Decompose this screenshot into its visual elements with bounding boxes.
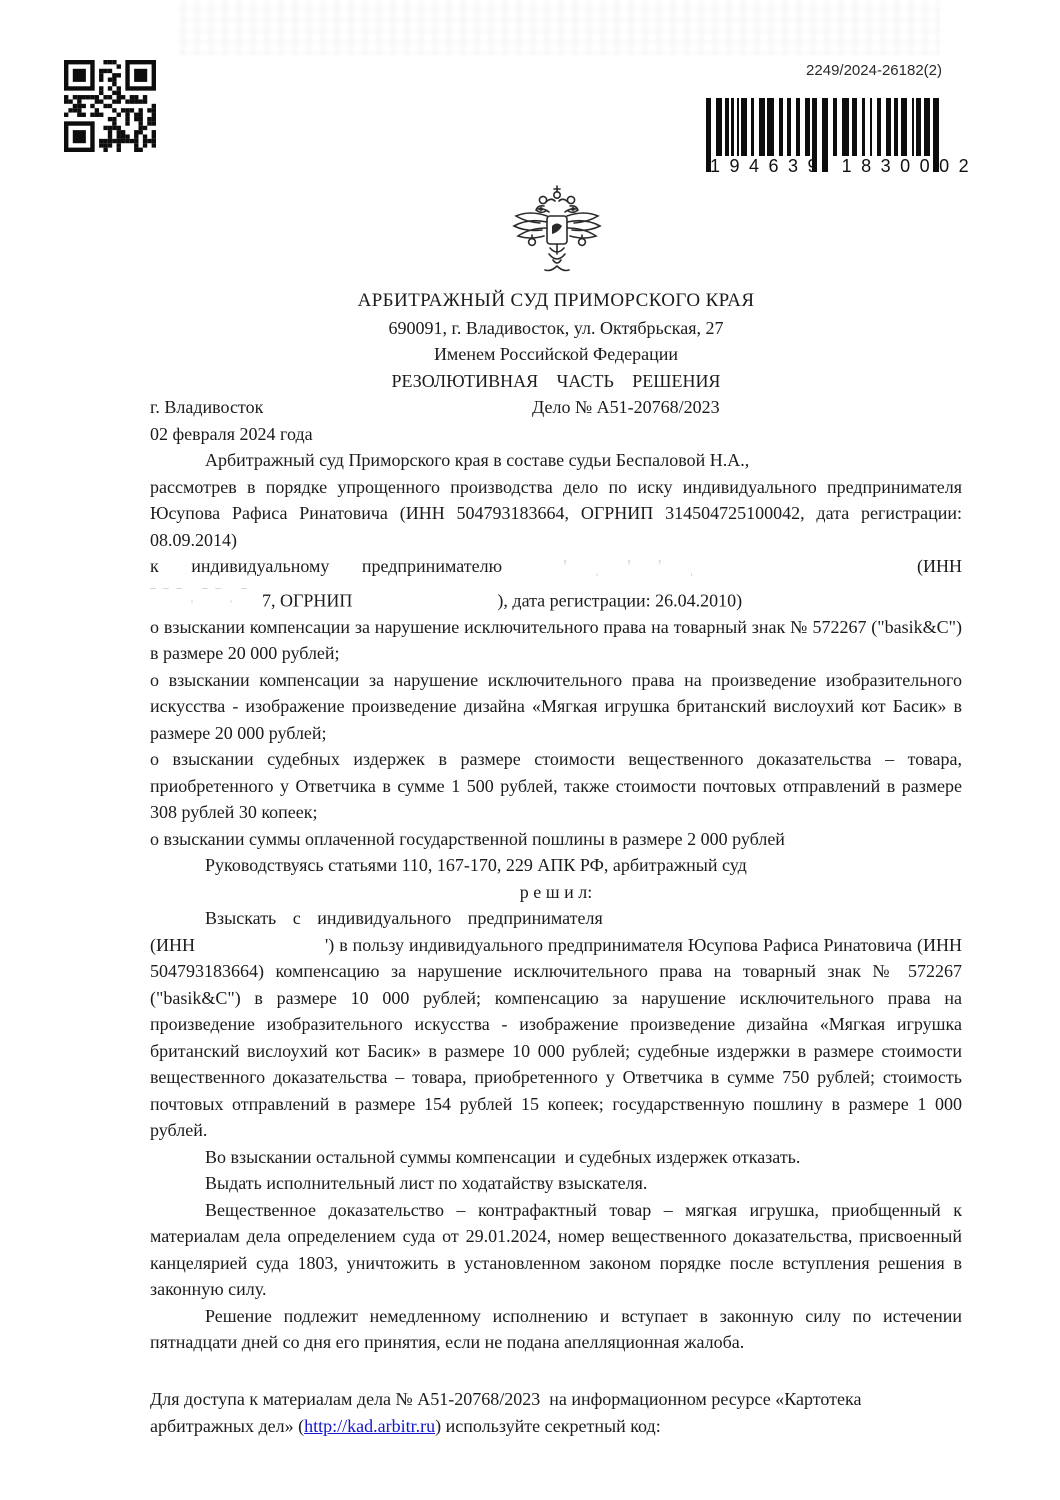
- paragraph-recover-from: Взыскать с индивидуального предпринимателя: [205, 908, 603, 928]
- resolved-heading: р е ш и л:: [519, 881, 593, 902]
- city-label: г. Владивосток: [150, 397, 264, 417]
- award-inn-label: (ИНН: [150, 934, 195, 955]
- paragraph-evidence-destroy: Вещественное доказательство – контрафактный товар – мягкая игрушка, приобщенный к материалам дела определением суда от 29.01.2024, номер вещественного доказательства, присвоенный канцелярией суда 1803, уничтожить в установленном законом порядке после вступления решения в законную силу.: [150, 1199, 962, 1299]
- redacted-name-residue: [502, 553, 917, 580]
- paragraph-claim-duty: о взыскании суммы оплаченной государственной пошлины в размере 2 000 рублей: [150, 828, 785, 849]
- coat-of-arms-icon: [502, 182, 612, 284]
- court-address: 690091, г. Владивосток, ул. Октябрьская, 27: [388, 317, 724, 338]
- case-number: Дело № А51-20768/2023: [532, 397, 720, 417]
- paragraph-guided-by: Руководствуясь статьями 110, 167-170, 229 АПК РФ, арбитражный суд: [205, 855, 747, 875]
- paragraph-claim-artwork: о взыскании компенсации за нарушение исключительного права на произведение изобразительного искусства - изображение произведение дизайна «Мягкая игрушка британский вислоухий кот Басик» в размере 20 000 рублей;: [150, 669, 962, 743]
- award-text: ') в пользу индивидуального предпринимателя Юсупова Рафиса Ринатовича (ИНН 504793183664) компенсацию за нарушение исключительного права на товарный знак № 572267 ("basik&C") в размере 10 000 рублей; компенсацию за нарушение исключительного права на произведение изобразительного искусства - изображение произведение дизайна «Мягкая игрушка британский вислоухий кот Басик» в размере 10 000 рублей; судебные издержки в размере стоимости вещественного доказательства – товара, приобретенного у Ответчика в сумме 750 рублей; стоимость почтовых отправлений в размере 154 рублей 15 копеек; государственную пошлину в размере 1 000 рублей.: [150, 934, 962, 1140]
- barcode-digits: 194639 1830002: [710, 156, 979, 176]
- registration-date-fragment: ), дата регистрации: 26.04.2010): [497, 590, 743, 610]
- court-name: АРБИТРАЖНЫЙ СУД ПРИМОРСКОГО КРАЯ: [357, 290, 755, 311]
- defendant-text: к индивидуальному предпринимателю: [150, 556, 503, 576]
- redacted-inn-residue: [150, 580, 262, 607]
- document-title: РЕЗОЛЮТИВНАЯ ЧАСТЬ РЕШЕНИЯ: [391, 370, 721, 391]
- footer-text-before-link: Для доступа к материалам дела № А51-20768/2023 на информационном ресурсе «Картотека арбитражных дел» (: [150, 1389, 862, 1436]
- city-case-row: [150, 394, 962, 421]
- kad-arbitr-link[interactable]: http://kad.arbitr.ru: [304, 1416, 436, 1436]
- paragraph-claim-trademark: о взыскании компенсации за нарушение исключительного права на товарный знак № 572267 ("basik&C") в размере 20 000 рублей;: [150, 616, 962, 663]
- scan-noise-artifact: [180, 0, 940, 55]
- paragraph-writ: Выдать исполнительный лист по ходатайству взыскателя.: [205, 1173, 648, 1193]
- paragraph-defendant-line2: [150, 580, 962, 614]
- barcode: [706, 98, 979, 177]
- footer-access-note: [150, 1386, 962, 1440]
- qr-code-icon: [64, 60, 156, 152]
- case-reference: 2249/2024-26182(2): [806, 62, 942, 79]
- paragraph-effective-date: Решение подлежит немедленному исполнению и вступает в законную силу по истечении пятнадцати дней со дня его принятия, если не подана апелляционная жалоба.: [150, 1305, 962, 1352]
- paragraph-claimant: рассмотрев в порядке упрощенного производства дело по иску индивидуального предпринимателя Юсупова Рафиса Ринатовича (ИНН 504793183664, ОГРНИП 314504725100042, дата регистрации: 08.09.2014): [150, 476, 962, 550]
- in-the-name-line: Именем Российской Федерации: [433, 344, 679, 364]
- paragraph-judge: Арбитражный суд Приморского края в составе судьи Беспаловой Н.А.,: [205, 450, 750, 470]
- inn-label: (ИНН: [917, 556, 962, 576]
- paragraph-award: [150, 932, 962, 1144]
- paragraph-claim-costs: о взыскании судебных издержек в размере стоимости вещественного доказательства – товара, приобретенного у Ответчика в сумме 1 500 рублей, также стоимости почтовых отправлений в размере 308 рублей 30 копеек;: [150, 749, 962, 822]
- decision-date: 02 февраля 2024 года: [150, 423, 313, 444]
- document-body: [150, 288, 962, 1356]
- paragraph-deny-rest: Во взыскании остальной суммы компенсации и судебных издержек отказать.: [205, 1146, 801, 1167]
- ogrnip-fragment: 7, ОГРНИП: [262, 590, 353, 610]
- paragraph-defendant-line1: [150, 553, 962, 580]
- footer-text-after-link: ) используйте секретный код:: [435, 1416, 661, 1436]
